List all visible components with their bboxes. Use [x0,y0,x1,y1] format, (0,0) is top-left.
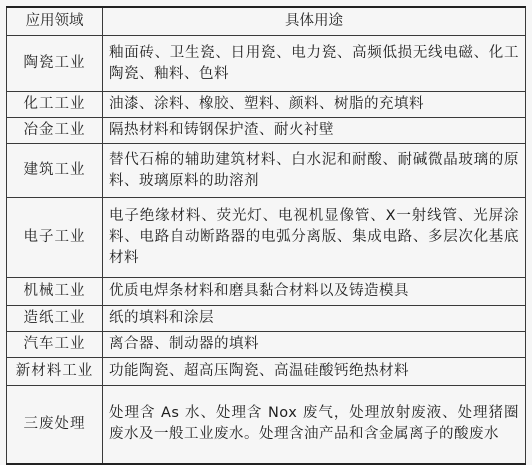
header-row [7,7,526,36]
table-row [7,144,526,198]
table-row [7,332,526,358]
row-field-electronics: 电子工业 [7,198,103,278]
row-use-machinery: 优质电焊条材料和磨具黏合材料以及铸造模具 [103,278,526,306]
row-field-ceramics: 陶瓷工业 [7,36,103,92]
row-field-construction: 建筑工业 [7,144,103,198]
header-use: 具体用途 [103,7,526,36]
row-field-waste-treatment: 三废处理 [7,386,103,464]
row-use-chemical: 油漆、涂料、橡胶、塑料、颜料、树脂的充填料 [103,92,526,118]
table-row [7,198,526,278]
row-field-new-materials: 新材料工业 [7,358,103,386]
row-use-paper: 纸的填料和涂层 [103,306,526,332]
row-field-paper: 造纸工业 [7,306,103,332]
row-field-machinery: 机械工业 [7,278,103,306]
table-header [7,7,526,36]
row-field-automotive: 汽车工业 [7,332,103,358]
row-field-chemical: 化工工业 [7,92,103,118]
table-row [7,278,526,306]
row-use-metallurgy: 隔热材料和铸钢保护渣、耐火衬壁 [103,118,526,144]
table-row [7,386,526,464]
table-body [7,36,526,464]
table-row [7,36,526,92]
application-table [6,6,526,465]
table-row [7,306,526,332]
table-row [7,118,526,144]
header-field: 应用领域 [7,7,103,36]
document-page [6,6,526,452]
row-field-metallurgy: 冶金工业 [7,118,103,144]
row-use-electronics: 电子绝缘材料、荧光灯、电视机显像管、X一射线管、光屏涂料、电路自动断路器的电弧分离版、集成电路、多层次化基底材料 [103,198,526,278]
row-use-ceramics: 釉面砖、卫生瓷、日用瓷、电力瓷、高频低损无线电磁、化工陶瓷、釉料、色料 [103,36,526,92]
row-use-automotive: 离合器、制动器的填料 [103,332,526,358]
table-row [7,92,526,118]
row-use-construction: 替代石棉的辅助建筑材料、白水泥和耐酸、耐碱微晶玻璃的原料、玻璃原料的助溶剂 [103,144,526,198]
row-use-waste-treatment: 处理含 As 水、处理含 Nox 废气，处理放射废液、处理猪圈废水及一般工业废水。处理含油产品和含金属离子的酸废水 [103,386,526,464]
row-use-new-materials: 功能陶瓷、超高压陶瓷、高温硅酸钙绝热材料 [103,358,526,386]
table-row [7,358,526,386]
